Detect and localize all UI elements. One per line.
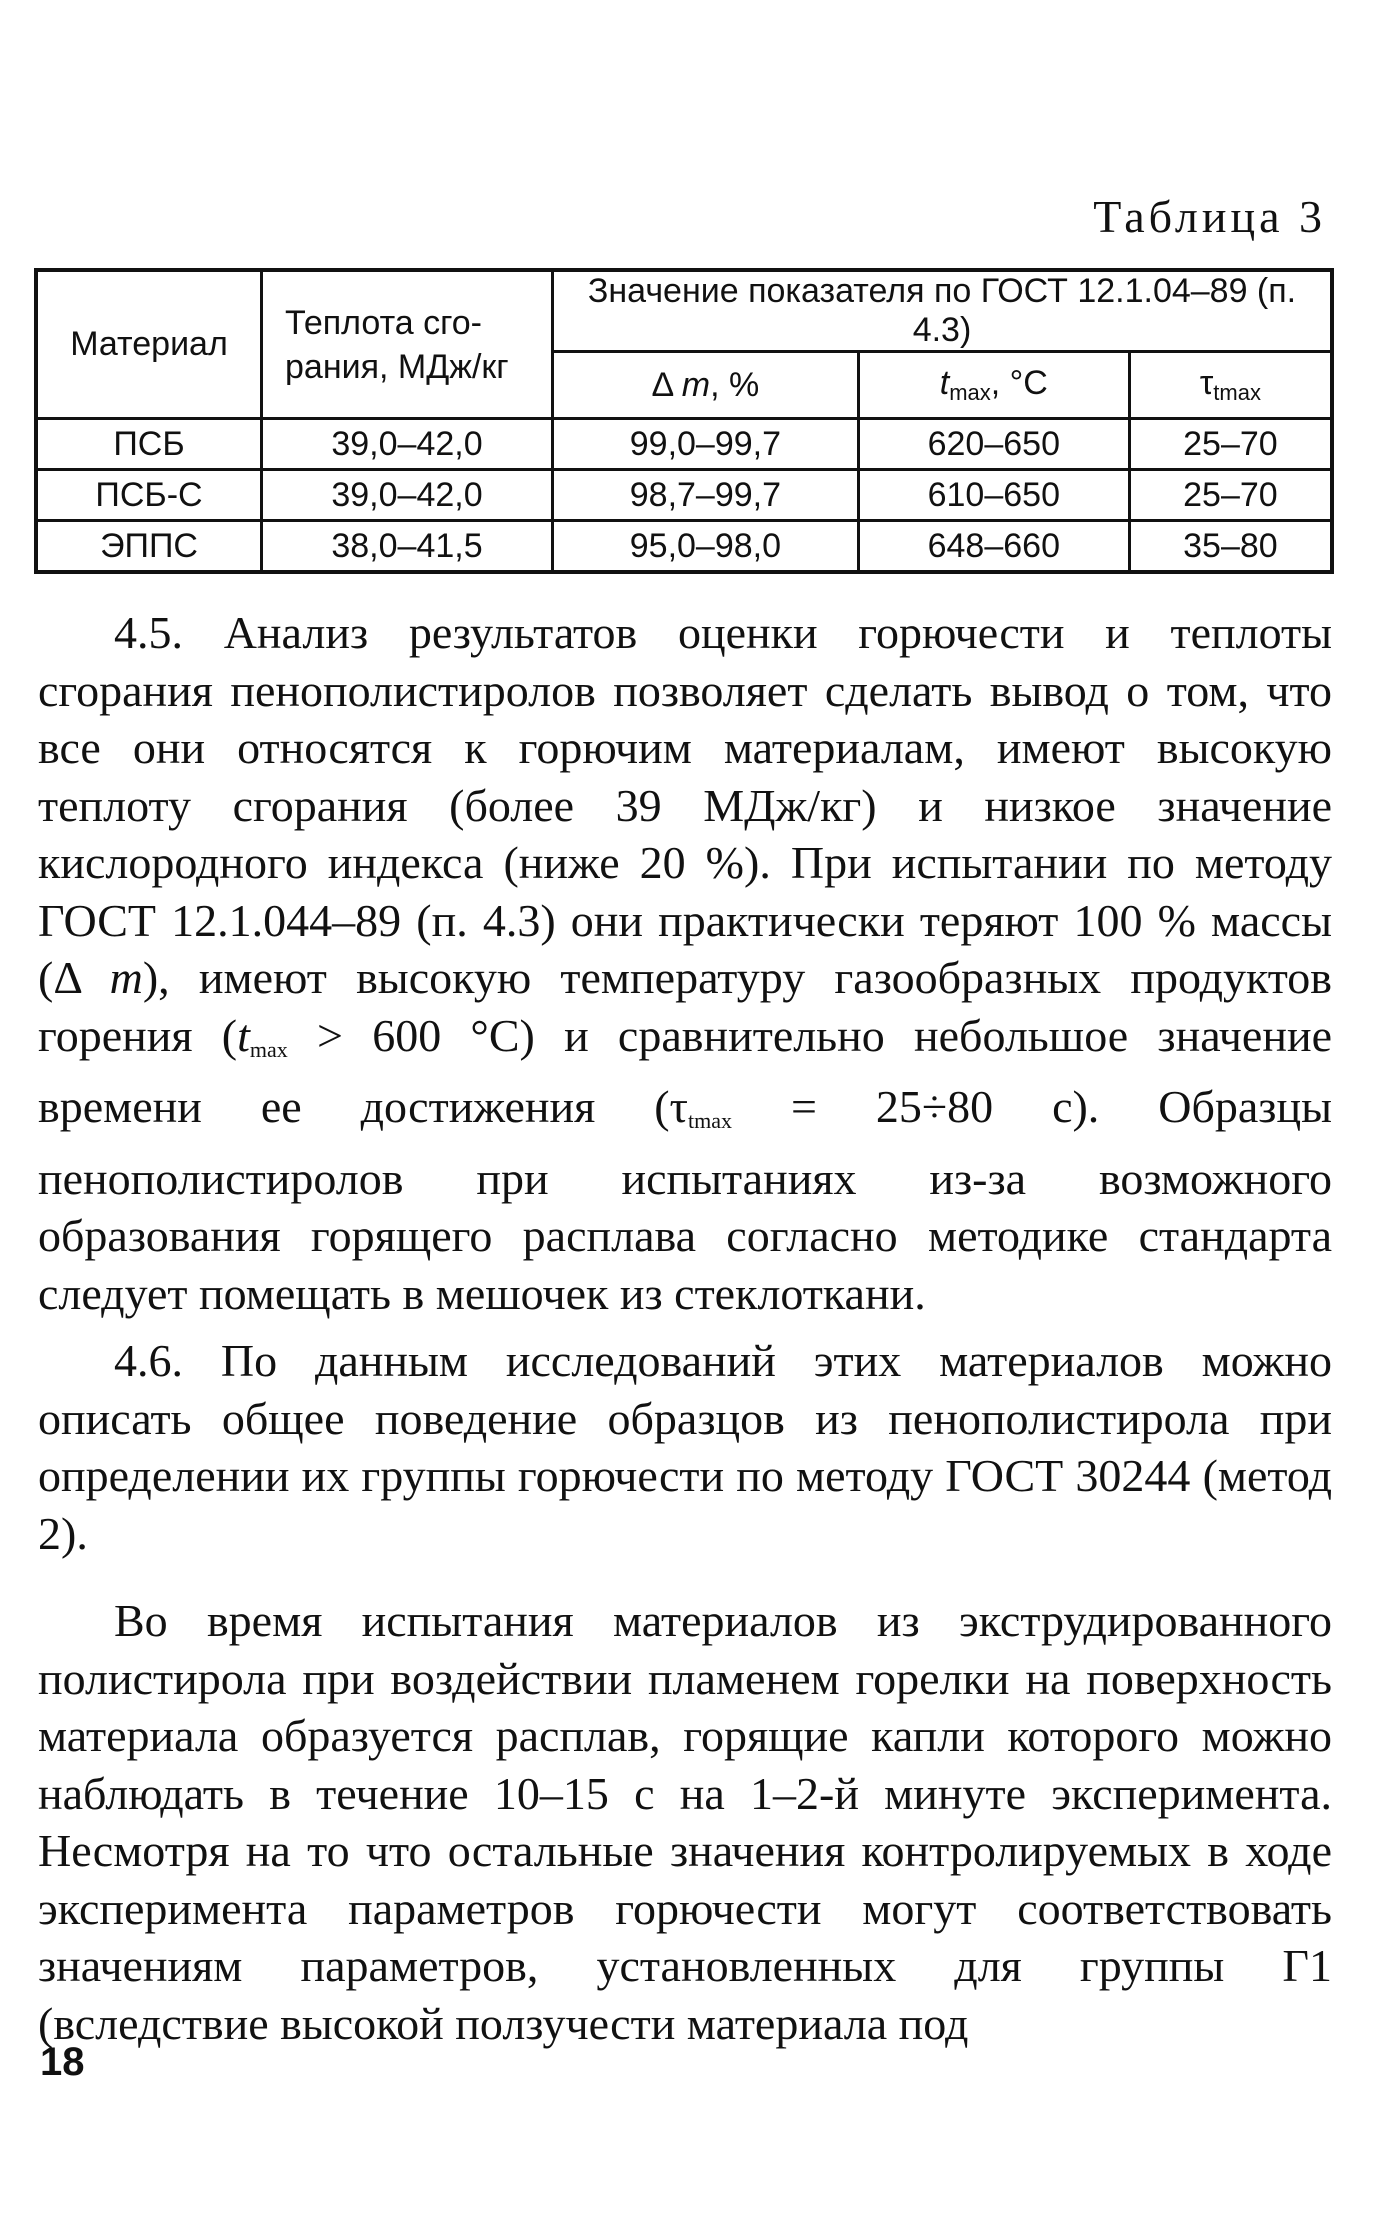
cell-heat: 39,0–42,0 [262,419,553,470]
p1-var-m: m [109,952,143,1003]
p1-var-t: t [237,1009,250,1061]
cell-heat: 39,0–42,0 [262,470,553,521]
cell-heat: 38,0–41,5 [262,521,553,573]
header-dm-unit: , % [710,365,760,404]
header-heat-line2: рания, МДж/кг [285,347,509,386]
header-tmax [858,352,1129,419]
cell-dm: 98,7–99,7 [553,470,859,521]
p1-part-c: > 600 °С) и сравнительно небольшое значение времени ее достижения (τ [38,1009,1332,1132]
header-t-unit: , °C [990,364,1048,402]
header-tau-var: τ [1199,364,1214,402]
cell-dm: 99,0–99,7 [553,419,859,470]
cell-tau: 25–70 [1129,470,1332,521]
cell-material: ПСБ [36,419,262,470]
table-row [36,521,1332,573]
table-row [36,419,1332,470]
paragraph-4-6: 4.6. По данным исследований этих материалов можно описать общее поведение образцов из пенополистирола при определении их группы горючести по методу ГОСТ 30244 (метод 2). [38,1335,1332,1559]
cell-material: ЭППС [36,521,262,573]
header-dm-symbol: Δ [651,365,673,404]
header-gost-group: Значение показателя по ГОСТ 12.1.04–89 (п. 4.3) [553,270,1333,352]
header-material: Материал [36,270,262,419]
p1-part-a: 4.5. Анализ результатов оценки горючести и теплоты сгорания пенополистиролов позволяет сделать вывод о том, что все они относятся к горючим материалам, имеют высокую теплоту сгорания (более 39 МДж/кг) и низкое значение кислородного индекса (ниже 20 %). При испытании по методу ГОСТ 12.1.044–89 (п. 4.3) они практически теряют 100 % массы (Δ [38,607,1332,1003]
p1-part-d: = 25÷80 с). Образцы пенополистиролов при испытаниях из-за возможного образования горящего расплава согласно методике стандарта следует помещать в мешочек из стеклоткани. [38,1081,1332,1319]
cell-material: ПСБ-С [36,470,262,521]
paragraph-extruded: Во время испытания материалов из экструдированного полистирола при воздействии пламенем горелки на поверхность материала образуется расплав, горящие капли которого можно наблюдать в течение 10–15 с на 1–2-й минуте эксперимента. Несмотря на то что остальные значения контролируемых в ходе эксперимента параметров горючести могут соответствовать значениям параметров, установленных для группы Г1 (вследствие высокой ползучести материала под [38,1595,1332,2049]
p1-part-b: ), имеют высокую температуру газообразных продуктов горения ( [38,952,1332,1061]
cell-tmax: 620–650 [858,419,1129,470]
properties-table [34,268,1334,574]
p1-tau-sub: tmax [688,1108,733,1133]
header-tau-sub: tmax [1213,380,1261,405]
table-row [36,470,1332,521]
header-heat-of-combustion [262,270,553,419]
table-caption: Таблица 3 [1093,191,1326,242]
body-text [38,604,1332,2052]
header-tau [1129,352,1332,419]
cell-tau: 25–70 [1129,419,1332,470]
page-number: 18 [40,2040,85,2084]
header-dm-var: m [681,365,711,404]
header-t-sub: max [949,380,991,405]
cell-tau: 35–80 [1129,521,1332,573]
header-t-var: t [939,364,950,402]
header-mass-loss [553,352,859,419]
cell-tmax: 610–650 [858,470,1129,521]
p1-var-t-sub: max [249,1036,288,1062]
header-heat-line1: Теплота сго- [285,303,482,342]
paragraph-4-5 [38,604,1332,1322]
cell-dm: 95,0–98,0 [553,521,859,573]
cell-tmax: 648–660 [858,521,1129,573]
